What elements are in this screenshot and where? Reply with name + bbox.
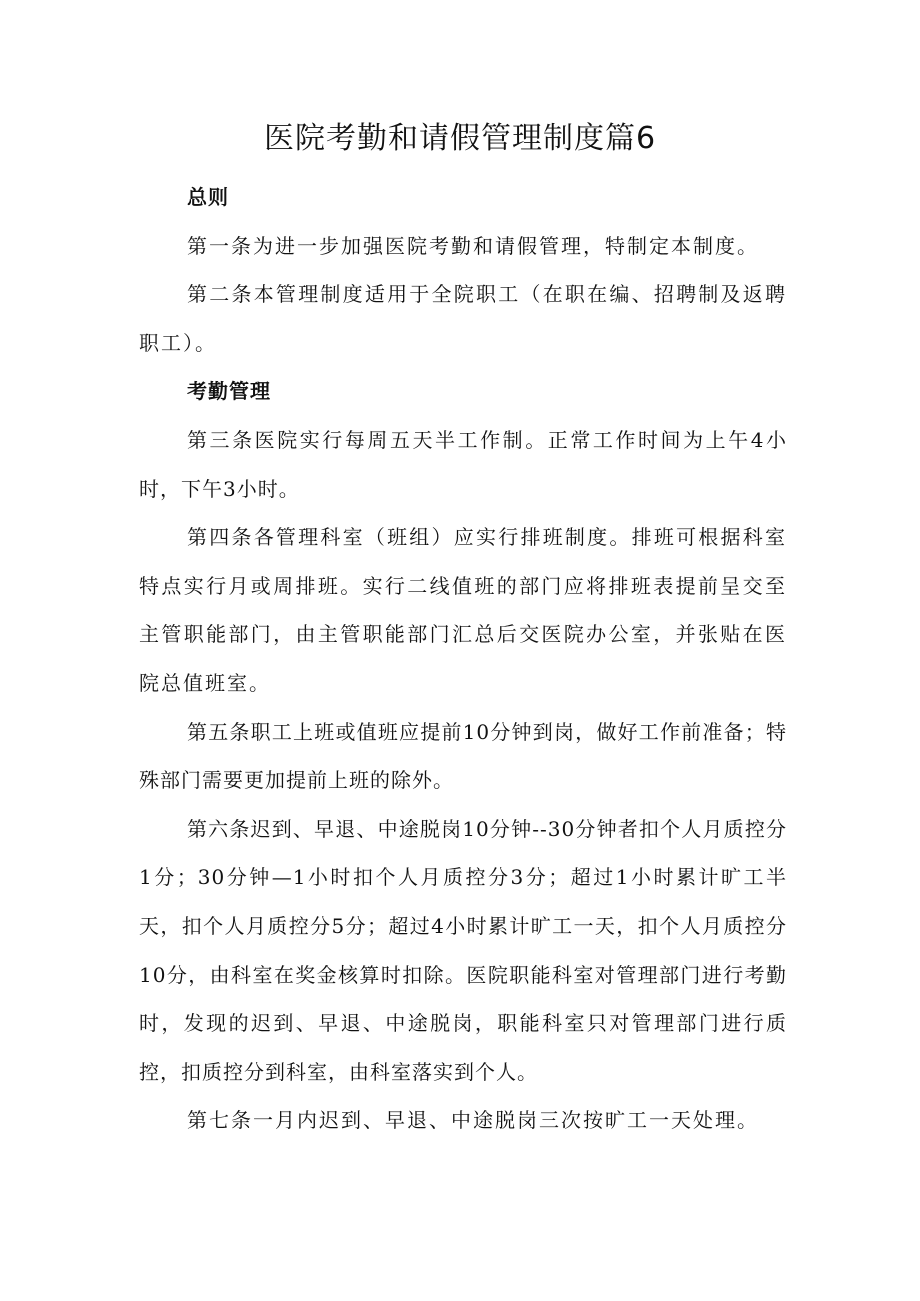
article-7: 第七条一月内迟到、早退、中途脱岗三次按旷工一天处理。: [187, 1108, 759, 1133]
article-4: 第四条各管理科室（班组）应实行排班制度。排班可根据科室特点实行月或周排班。实行二线值班的部门应将排班表提前呈交至主管职能部门，由主管职能部门汇总后交医院办公室，并张贴在医院总值班室。: [139, 525, 787, 695]
article-5: 第五条职工上班或值班应提前10分钟到岗，做好工作前准备；特殊部门需要更加提前上班的除外。: [139, 719, 787, 793]
article-2: 第二条本管理制度适用于全院职工（在职在编、招聘制及返聘职工）。: [139, 282, 787, 355]
article-1: 第一条为进一步加强医院考勤和请假管理，特制定本制度。: [187, 233, 759, 258]
article-3: 第三条医院实行每周五天半工作制。正常工作时间为上午4小时，下午3小时。: [139, 427, 787, 501]
section-heading-attendance: 考勤管理: [187, 379, 271, 404]
document-body: [139, 173, 787, 1145]
section-heading-general: 总则: [187, 185, 229, 209]
article-6: 第六条迟到、早退、中途脱岗10分钟--30分钟者扣个人月质控分1分；30分钟—1小时扣个人月质控分3分；超过1小时累计旷工半天，扣个人月质控分5分；超过4小时累计旷工一天，扣个人月质控分10分，由科室在奖金核算时扣除。医院职能科室对管理部门进行考勤时，发现的迟到、早退、中途脱岗，职能科室只对管理部门进行质控，扣质控分到科室，由科室落实到个人。: [139, 816, 787, 1084]
document-title: 医院考勤和请假管理制度篇6: [263, 121, 657, 156]
